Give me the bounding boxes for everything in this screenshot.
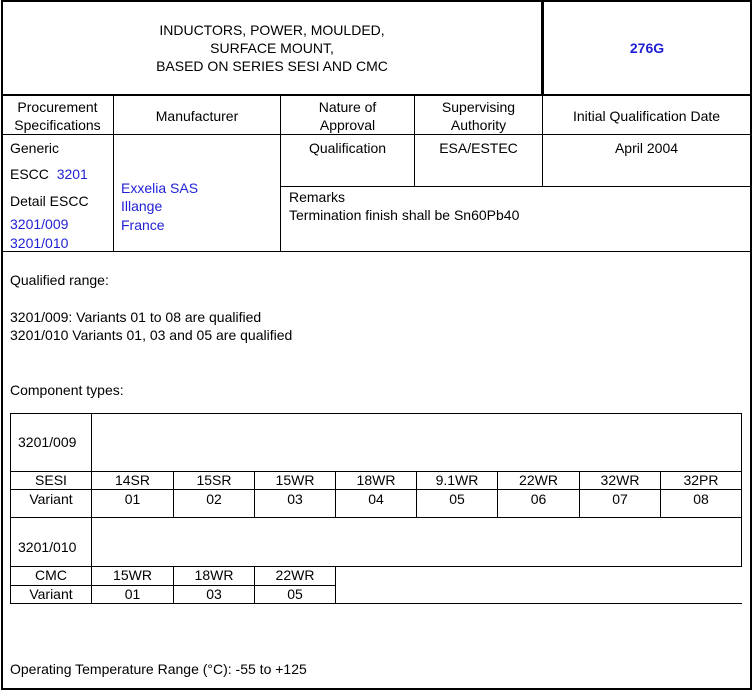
date-value: April 2004 — [614, 140, 679, 156]
table1-sesi-5: 9.1WR — [435, 472, 479, 488]
table2-variant-2: 03 — [206, 586, 222, 602]
table2-cmc-2: 18WR — [194, 567, 234, 583]
authority-value: ESA/ESTEC — [439, 140, 518, 156]
col-header-nature: Nature of Approval — [318, 99, 377, 133]
remarks-text: Termination finish shall be Sn60Pb40 — [289, 207, 520, 223]
spec-escc: ESCC 3201 — [10, 166, 88, 182]
remarks-top-line — [280, 186, 752, 187]
qualified-range-line-2: 3201/010 Variants 01, 03 and 05 are qualified — [10, 327, 293, 343]
table1-sesi-4: 18WR — [356, 472, 396, 488]
col-header-manufacturer: Manufacturer — [155, 108, 239, 124]
table2-row2-label: Variant — [29, 586, 73, 602]
info-table-bottom-line — [1, 251, 752, 252]
spec-detail-2: 3201/010 — [10, 235, 69, 251]
title-line-2: SURFACE MOUNT, — [210, 40, 334, 56]
table1-row2-label: Variant — [29, 491, 73, 507]
table1-variant-1: 01 — [124, 491, 141, 507]
qualified-range-line-1: 3201/009: Variants 01 to 08 are qualified — [10, 309, 262, 325]
spec-generic: Generic — [10, 140, 60, 156]
spec-detail-1: 3201/009 — [10, 216, 69, 232]
table2-row1-label: CMC — [35, 567, 67, 583]
table1-sesi-2: 15SR — [196, 472, 232, 488]
approval-value: Qualification — [308, 140, 387, 156]
table1-variant-6: 06 — [530, 491, 547, 507]
table2-variant-3: 05 — [287, 586, 303, 602]
table1-sesi-7: 32WR — [600, 472, 640, 488]
table2-spec: 3201/010 — [18, 539, 77, 555]
table1-spec: 3201/009 — [18, 434, 77, 450]
table1-row1-label: SESI — [35, 472, 67, 488]
table1-sesi-1: 14SR — [114, 472, 151, 488]
table1-variant-7: 07 — [612, 491, 628, 507]
title-line-3: BASED ON SERIES SESI AND CMC — [156, 58, 388, 74]
table2-cmc-1: 15WR — [113, 567, 152, 583]
operating-temperature: Operating Temperature Range (°C): -55 to +125 — [10, 661, 307, 677]
manufacturer-country: France — [121, 217, 165, 233]
document-title — [3, 21, 541, 75]
spec-detail: Detail ESCC — [10, 193, 89, 209]
manufacturer-city: Illange — [121, 198, 163, 214]
manufacturer-name: Exxelia SAS — [121, 180, 199, 196]
qualified-range-label: Qualified range: — [10, 272, 109, 288]
table2-variant-1: 01 — [124, 586, 141, 602]
table1-variant-5: 05 — [449, 491, 465, 507]
col-header-initial-date: Initial Qualification Date — [572, 108, 721, 124]
col-header-supervising: Supervising Authority — [441, 99, 516, 133]
title-line-1: INDUCTORS, POWER, MOULDED, — [159, 22, 385, 38]
table1-variant-2: 02 — [206, 491, 222, 507]
table1-sesi-3: 15WR — [275, 472, 315, 488]
spec-escc-number: 3201 — [56, 166, 88, 182]
table1-variant-3: 03 — [287, 491, 303, 507]
table1-variant-4: 04 — [368, 491, 384, 507]
remarks-label: Remarks — [289, 189, 346, 205]
table1-sesi-8: 32PR — [683, 472, 719, 488]
document-code: 276G — [629, 40, 665, 56]
component-types-label: Component types: — [10, 382, 124, 398]
table1-sesi-6: 22WR — [519, 472, 558, 488]
table2-cmc-3: 22WR — [275, 567, 315, 583]
table1-variant-8: 08 — [693, 491, 709, 507]
col-header-procurement: Procurement Specifications — [14, 99, 101, 133]
